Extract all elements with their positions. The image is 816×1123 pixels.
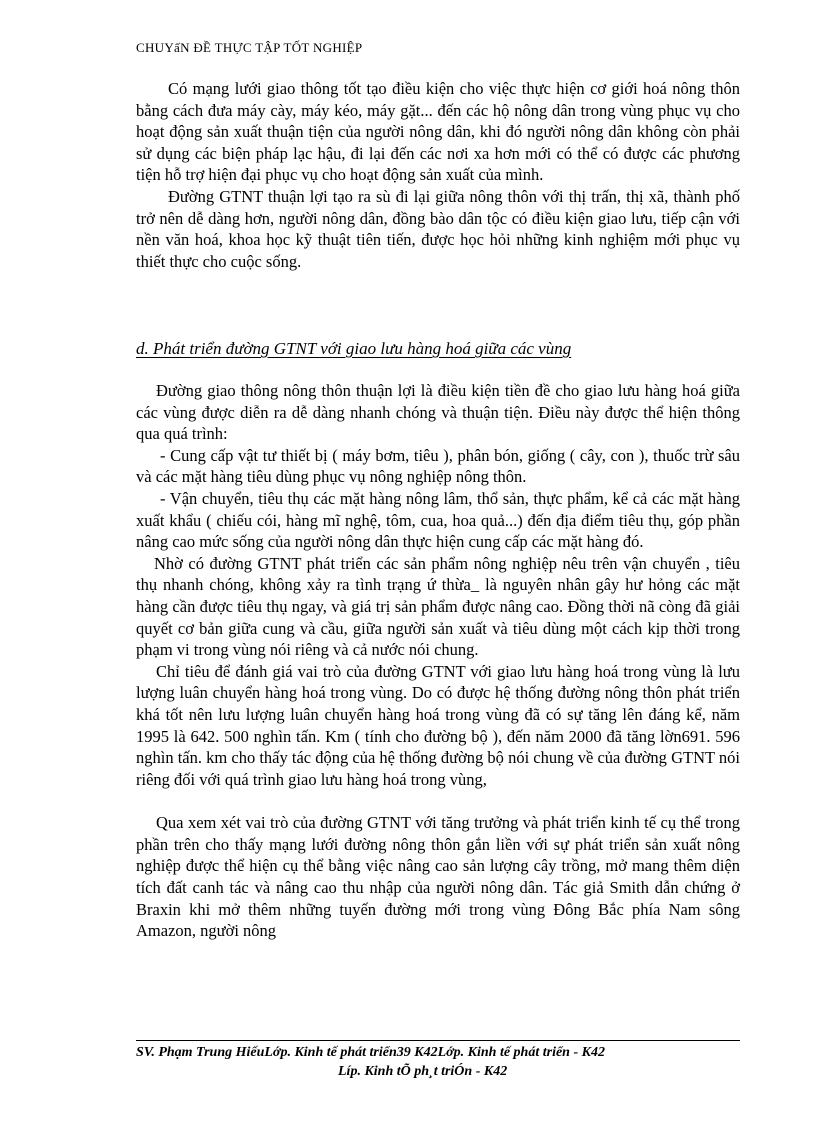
- footer-class-line: Líp. Kinh tÕ ph¸t triÓn - K42: [338, 1064, 508, 1079]
- footer-divider: [136, 1040, 740, 1041]
- page-header-title: CHUYấN ĐỀ THỰC TẬP TỐT NGHIỆP: [136, 40, 363, 55]
- paragraph-travel-access: Đường GTNT thuận lợi tạo ra sù đi lại giữa nông thôn với thị trấn, thị xã, thành phố trở nên dễ dàng hơn, người nông dân, đồng bào dân tộc có điều kiện giao lưu, tiếp cận với nền văn hoá, khoa học kỹ thuật tiên tiến, được học hỏi những kinh nghiệm mới phục vụ thiết thực cho cuộc sống.: [136, 186, 740, 271]
- paragraph-mechanization: Có mạng lưới giao thông tốt tạo điều kiện cho việc thực hiện cơ giới hoá nông thôn bằng cách đưa máy cày, máy kéo, máy gặt... đến các hộ nông dân trong vùng phục vụ cho hoạt động sản xuất thuận tiện của người nông dân, khi đó người nông dân không còn phải sử dụng các biện pháp lạc hậu, đi lại đến các nơi xa hơn mới có thể có được các phương tiện hỗ trợ hiện đại phục vụ cho hoạt động sản xuất của mình.: [136, 79, 740, 185]
- bullet-transport-consumption: - Vận chuyển, tiêu thụ các mặt hàng nông lâm, thổ sản, thực phẩm, kể cả các mặt hàng xuất khẩu ( chiếu cói, hàng mĩ nghệ, tôm, cua, hoa quả...) đến địa điểm tiêu thụ, góp phần nâng cao mức sống của người nông dân thực hiện cung cấp các mặt hàng đó.: [136, 488, 740, 552]
- paragraph-trade-intro: Đường giao thông nông thôn thuận lợi là điều kiện tiền đề cho giao lưu hàng hoá giữa các vùng được diễn ra dễ dàng nhanh chóng và thuận tiện. Điều này được thể hiện thông qua quá trình:: [136, 381, 740, 444]
- paragraph-product-consumption: Nhờ có đường GTNT phát triển các sản phẩm nông nghiệp nêu trên vận chuyển , tiêu thụ nhanh chóng, không xảy ra tình trạng ứ thừa_ là nguyên nhân gây hư hỏng các mặt hàng cần được tiêu thụ ngay, và giá trị sản phẩm được nâng cao. Đồng thời nã còng đã giải quyết cơ bản giữa cung và cầu, giữa người sản xuất và tiêu dùng một cách kịp thời trong phạm vi trong vùng nói riêng và cả nước nói chung.: [136, 553, 740, 660]
- paragraph-freight-indicator: Chỉ tiêu để đánh giá vai trò của đường GTNT với giao lưu hàng hoá trong vùng là lưu lượng luân chuyển hàng hoá trong vùng. Do có được hệ thống đường nông thôn phát triển khá tốt nên lưu lượng luân chuyển hàng hoá trong vùng đã có sự tăng lên đáng kể, năm 1995 là 642. 500 nghìn tấn. Km ( tính cho đường bộ ), đến năm 2000 đã tăng lờn691. 596 nghìn tấn. km cho thấy tác động của hệ thống đường bộ nói chung về của đường GTNT nói riêng đối với quá trình giao lưu hàng hoá trong vùng,: [136, 661, 740, 789]
- section-heading-d: d. Phát triển đường GTNT với giao lưu hàng hoá giữa các vùng: [136, 339, 572, 358]
- paragraph-growth-review: Qua xem xét vai trò của đường GTNT với tăng trưởng và phát triển kinh tế cụ thể trong phần trên cho thấy mạng lưới đường nông thôn gắn liền với sự phát triển sản xuất nông nghiệp được thể hiện cụ thể bằng việc nâng cao sản lượng cây trồng, mở mang thêm diện tích đất canh tác và nâng cao thu nhập của người nông dân. Tác giả Smith dẫn chứng ở Braxin khi mở thêm những tuyến đường mới trong vùng Đông Bắc phía Nam sông Amazon, người nông: [136, 813, 740, 941]
- intro-text-block: [136, 78, 740, 272]
- section-text-block: [136, 380, 740, 942]
- footer-author-line: SV. Phạm Trung HiếuLớp. Kinh tế phát triển39 K42Lớp. Kinh tế phát triển - K42: [136, 1045, 605, 1060]
- paragraph-gap: [136, 790, 740, 812]
- bullet-supply-materials: - Cung cấp vật tư thiết bị ( máy bơm, tiêu ), phân bón, giống ( cây, con ), thuốc trừ sâu và các mặt hàng tiêu dùng phục vụ nông nghiệp nông thôn.: [136, 445, 740, 487]
